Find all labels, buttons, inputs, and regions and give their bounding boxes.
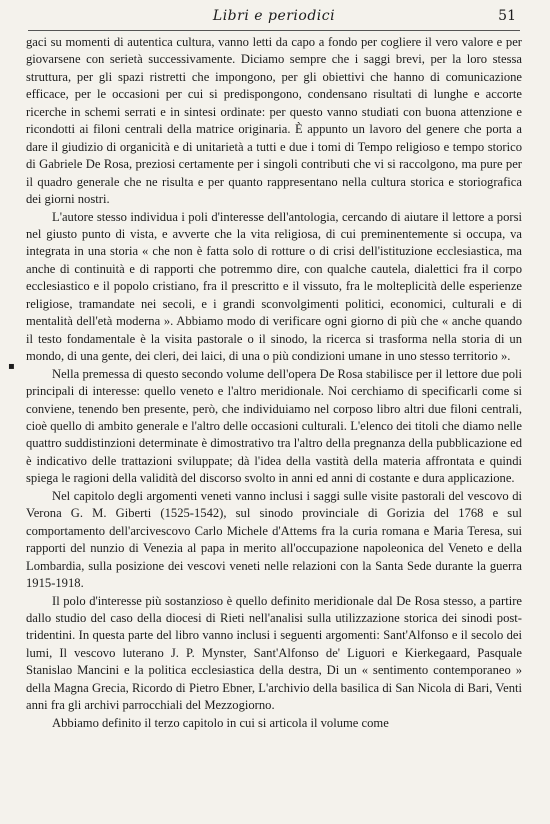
paragraph: Abbiamo definito il terzo capitolo in cui si articola il volume come [52,715,389,730]
page-header [28,4,520,31]
running-title: Libri e periodici [212,8,336,24]
paragraph: L'autore stesso individua i poli d'interesse dell'antologia, cercando di aiutare il lettore a porsi nel giusto punto di vista, e avverte che la vita religiosa, di cui preminentemente si occupa, va integrata in una storia « che non è fatta solo di rotture o di crisi dell'istituzione ecclesiastica, ma anche di continuità e di rapporti che potremmo dire, con qualche cautela, dialettici fra il corpo ecclesiastico e il popolo cristiano, fra il prescritto e il vissuto, fra le molteplicità delle esperienze religiose, tramandate nei secoli, e i grandi sconvolgimenti politici, economici, culturali e di mentalità dell'età moderna ». Abbiamo modo di verificare ogni giorno di più che « anche quando il testo fondamentale è la visita pastorale o il sinodo, la ricerca si trasforma nella storia di un mondo, di una gente, dei cleri, dei laici, di una o più condizioni umane in uno stesso territorio ». [26,209,522,364]
paragraph: Nella premessa di questo secondo volume dell'opera De Rosa stabilisce per il lettore due poli principali di interesse: quello veneto e l'altro meridionale. Noi cerchiamo di specificarli come si conviene, tenendo ben presente, però, che individuiamo nel corposo libro altri due filoni centrali, cioè quello di ambito generale e l'altro delle occasioni culturali. L'elenco dei titoli che diamo nelle quattro suddistinzioni determinate è dimostrativo tra l'altro della pregnanza della pubblicazione ed è indicativo delle trattazioni sviluppate; dà l'idea della vastità della materia affrontata e quindi spiega le ragioni della validità del discorso svolto in anni ed anni di costante e dura applicazione. [26,366,522,486]
page-number: 51 [498,8,516,24]
margin-mark: ▪ [8,361,15,372]
paragraph: Il polo d'interesse più sostanzioso è quello definito meridionale dal De Rosa stesso, a partire dallo studio del caso della diocesi di Rieti nell'analisi sulla utilizzazione storica dei sinodi post-tridentini. In questa parte del libro vanno inclusi i seguenti argomenti: Sant'Alfonso e il secolo dei lumi, Il vescovo luterano J. P. Mynster, Sant'Alfonso de' Liguori e Kierkegaard, Pasquale Stanislao Mancini e la politica ecclesiastica della destra, Di un « sentimento contemporaneo » della Magna Grecia, Ricordo di Pietro Ebner, L'archivio della basilica di San Nicola di Bari, Venti anni fra gli archivi parrocchiali del Mezzogiorno. [26,593,522,713]
paragraph: Nel capitolo degli argomenti veneti vanno inclusi i saggi sulle visite pastorali del vescovo di Verona G. M. Giberti (1525-1542), sul sinodo provinciale di Gorizia del 1768 e sul comportamento dell'arcivescovo Carlo Michele d'Attems fra la curia romana e Maria Teresa, sui rapporti del nunzio di Venezia al papa in merito all'occupazione napoleonica del Veneto e della Lombardia, sulla posizione dei vescovi veneti nelle relazioni con la Santa Sede durante la guerra 1915-1918. [26,488,522,591]
paragraph: gaci su momenti di autentica cultura, vanno letti da capo a fondo per cogliere il vero valore e per giovarsene con serietà successivamente. Diciamo sempre che i saggi brevi, per la loro stessa struttura, per gli spazi ristretti che impongono, per gli obiettivi che hanno di comunicazione efficace, per le occasioni per cui si predispongono, condensano risultati di lunghe e accorte ricerche in schemi serrati e in sintesi ordinate: per questo vanno studiati con buona attenzione e ricondotti ai filoni centrali della matrice originaria. È appunto un lavoro del genere che porta a dare il giudizio di organicità e di unitarietà a tutti e due i tomi di Tempo religioso e tempo storico di Gabriele De Rosa, preziosi certamente per i singoli contributi che vi si raccolgono, ma pure per il quadro generale che ne risulta e per quanto rappresentano nella cultura storica e storiografica dei giorni nostri. [26,35,522,207]
article-body [26,34,522,732]
